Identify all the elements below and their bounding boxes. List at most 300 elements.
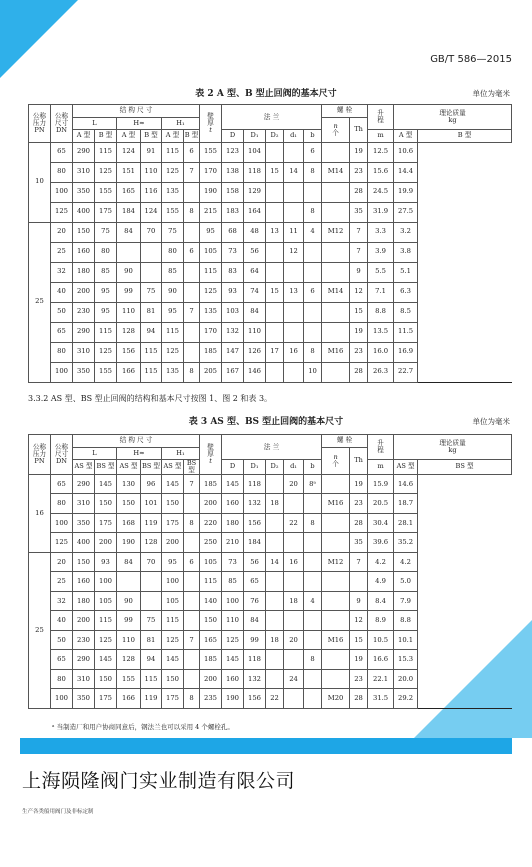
table-cell: 95 bbox=[200, 222, 222, 242]
table-cell: M16 bbox=[322, 494, 350, 514]
table-cell: 156 bbox=[117, 342, 141, 362]
table-cell: 20.5 bbox=[368, 494, 394, 514]
table-cell: 100 bbox=[222, 591, 244, 611]
table-cell: 13 bbox=[266, 222, 284, 242]
table-cell: 200 bbox=[73, 611, 95, 631]
table-cell: 8.9 bbox=[368, 611, 394, 631]
table-cell bbox=[266, 533, 284, 553]
table-cell: 30.4 bbox=[368, 513, 394, 533]
table-cell bbox=[284, 494, 304, 514]
table-cell bbox=[117, 572, 141, 592]
table-cell: 22 bbox=[266, 689, 284, 709]
table-cell: 100 bbox=[95, 572, 117, 592]
L-header: L bbox=[73, 447, 117, 460]
table-cell: 115 bbox=[162, 611, 184, 631]
table-cell: 115 bbox=[200, 572, 222, 592]
table-cell: 125 bbox=[95, 162, 117, 182]
table-cell: 290 bbox=[73, 474, 95, 494]
table-cell bbox=[322, 474, 350, 494]
table-cell bbox=[304, 689, 322, 709]
table-cell: 14.6 bbox=[394, 474, 418, 494]
table-cell: 132 bbox=[244, 669, 266, 689]
table3 bbox=[28, 434, 512, 709]
table-cell: 310 bbox=[73, 494, 95, 514]
table-cell: 105 bbox=[95, 591, 117, 611]
table-cell: 40 bbox=[51, 282, 73, 302]
table-cell: 155 bbox=[200, 142, 222, 162]
table-cell: 200 bbox=[200, 669, 222, 689]
table-cell bbox=[141, 572, 162, 592]
table-cell: 22 bbox=[284, 513, 304, 533]
table-cell: 15.6 bbox=[368, 162, 394, 182]
table-cell: 230 bbox=[73, 630, 95, 650]
type-header: AS 型 bbox=[73, 460, 95, 475]
table-cell: 12.5 bbox=[368, 142, 394, 162]
table-cell: 170 bbox=[200, 162, 222, 182]
table-cell: 14 bbox=[266, 552, 284, 572]
table-cell: 210 bbox=[222, 533, 244, 553]
table-cell: 4 bbox=[304, 591, 322, 611]
type-header: BS 型 bbox=[141, 460, 162, 475]
type-header: BS 型 bbox=[418, 460, 512, 475]
table-cell: 20 bbox=[51, 222, 73, 242]
table-cell: 8ᵃ bbox=[304, 474, 322, 494]
table-cell: 26.3 bbox=[368, 362, 394, 382]
table-cell: 10 bbox=[304, 362, 322, 382]
table-cell: 205 bbox=[200, 362, 222, 382]
table-cell: 48 bbox=[244, 222, 266, 242]
table-cell bbox=[184, 572, 200, 592]
table-cell: 9 bbox=[350, 591, 368, 611]
table-cell bbox=[322, 572, 350, 592]
table-row bbox=[29, 474, 512, 494]
table-cell: 200 bbox=[162, 533, 184, 553]
pn-header: 公称 压力 PN bbox=[29, 105, 51, 143]
table-row bbox=[29, 669, 512, 689]
table-cell: 81 bbox=[141, 630, 162, 650]
table-cell: 180 bbox=[222, 513, 244, 533]
table-cell: 19 bbox=[350, 650, 368, 670]
table-cell: 124 bbox=[141, 202, 162, 222]
table-cell: 23 bbox=[350, 342, 368, 362]
table-cell: 140 bbox=[200, 591, 222, 611]
table2 bbox=[28, 104, 512, 383]
table-cell bbox=[184, 533, 200, 553]
table-cell: 90 bbox=[117, 262, 141, 282]
table-cell: 7 bbox=[350, 222, 368, 242]
table-cell: 168 bbox=[117, 513, 141, 533]
table-cell: 10.5 bbox=[368, 630, 394, 650]
table-cell: 138 bbox=[222, 162, 244, 182]
type-header: A 型 bbox=[162, 130, 184, 143]
table-cell: 7 bbox=[350, 242, 368, 262]
table-cell: 105 bbox=[200, 242, 222, 262]
table-row bbox=[29, 162, 512, 182]
table-cell: 167 bbox=[222, 362, 244, 382]
table-cell: 123 bbox=[222, 142, 244, 162]
table-cell bbox=[266, 362, 284, 382]
table-cell bbox=[184, 222, 200, 242]
table-cell: 16.6 bbox=[368, 650, 394, 670]
table-cell: 8.8 bbox=[394, 611, 418, 631]
table-cell: 150 bbox=[73, 222, 95, 242]
table-cell bbox=[304, 669, 322, 689]
table-cell: 56 bbox=[244, 242, 266, 262]
table-row bbox=[29, 591, 512, 611]
table-cell bbox=[304, 630, 322, 650]
table-cell bbox=[266, 182, 284, 202]
table-cell: 185 bbox=[200, 342, 222, 362]
table-cell: 160 bbox=[73, 572, 95, 592]
table-cell: 100 bbox=[51, 182, 73, 202]
table-cell: 8 bbox=[304, 513, 322, 533]
table-cell: 6 bbox=[304, 282, 322, 302]
table-cell: 8.5 bbox=[394, 302, 418, 322]
flange-header: 法 兰 bbox=[222, 435, 322, 460]
table-cell: 166 bbox=[117, 362, 141, 382]
table-cell: 125 bbox=[162, 162, 184, 182]
table-cell bbox=[184, 494, 200, 514]
type-header: A 型 bbox=[73, 130, 95, 143]
table-cell: M12 bbox=[322, 222, 350, 242]
lift-header: 升 程 bbox=[368, 435, 394, 460]
table-cell bbox=[266, 591, 284, 611]
table-cell: 164 bbox=[244, 202, 266, 222]
H-header: H≈ bbox=[117, 447, 162, 460]
table-cell: 145 bbox=[222, 650, 244, 670]
type-header: BS 型 bbox=[184, 460, 200, 475]
wall-header: 壁 厚 t bbox=[200, 105, 222, 143]
table-cell: 100 bbox=[162, 572, 184, 592]
table-cell: 25 bbox=[51, 242, 73, 262]
table-row bbox=[29, 142, 512, 162]
table-cell bbox=[141, 591, 162, 611]
table-cell: 91 bbox=[141, 142, 162, 162]
table-row bbox=[29, 322, 512, 342]
table-row bbox=[29, 222, 512, 242]
table-cell: 18 bbox=[266, 494, 284, 514]
table-cell bbox=[322, 591, 350, 611]
table-cell: 76 bbox=[244, 591, 266, 611]
table-cell: 29.2 bbox=[394, 689, 418, 709]
table-row bbox=[29, 362, 512, 382]
table-cell: 150 bbox=[95, 494, 117, 514]
table-cell bbox=[322, 533, 350, 553]
table-cell: 190 bbox=[200, 182, 222, 202]
table-row bbox=[29, 282, 512, 302]
table-cell: 65 bbox=[51, 142, 73, 162]
table-cell bbox=[350, 572, 368, 592]
table-cell: M14 bbox=[322, 282, 350, 302]
table-cell: 19.9 bbox=[394, 182, 418, 202]
table-cell: 28 bbox=[350, 689, 368, 709]
table-cell: 85 bbox=[162, 262, 184, 282]
table-cell: 70 bbox=[141, 222, 162, 242]
table-row bbox=[29, 182, 512, 202]
table-cell: 75 bbox=[162, 222, 184, 242]
table-cell: 101 bbox=[141, 494, 162, 514]
flange-sub-header: d₁ bbox=[284, 130, 304, 143]
table-cell: 31.5 bbox=[368, 689, 394, 709]
table-cell: 130 bbox=[117, 474, 141, 494]
table-cell: 220 bbox=[200, 513, 222, 533]
table-cell bbox=[284, 611, 304, 631]
table-cell: 132 bbox=[244, 494, 266, 514]
table-cell bbox=[304, 182, 322, 202]
table-cell bbox=[284, 182, 304, 202]
table-cell: 50 bbox=[51, 630, 73, 650]
table-cell bbox=[117, 242, 141, 262]
table-cell: 81 bbox=[141, 302, 162, 322]
table3-caption: 表 3 AS 型、BS 型止回阀的基本尺寸 bbox=[188, 417, 344, 427]
table-cell: 290 bbox=[73, 650, 95, 670]
table-cell: 151 bbox=[117, 162, 141, 182]
table-cell: 128 bbox=[141, 533, 162, 553]
table-row bbox=[29, 689, 512, 709]
table-cell: 105 bbox=[200, 552, 222, 572]
type-header: BS 型 bbox=[95, 460, 117, 475]
table-cell: 8 bbox=[184, 202, 200, 222]
table-cell: 23 bbox=[350, 494, 368, 514]
table-cell: 65 bbox=[51, 650, 73, 670]
table-cell: 50 bbox=[51, 302, 73, 322]
table-cell: 95 bbox=[95, 282, 117, 302]
table-cell: 8 bbox=[184, 689, 200, 709]
table-cell: 110 bbox=[117, 302, 141, 322]
table-cell: M16 bbox=[322, 342, 350, 362]
table-cell: 15 bbox=[266, 162, 284, 182]
table-cell: 115 bbox=[141, 362, 162, 382]
table-cell: 180 bbox=[73, 591, 95, 611]
table-cell: 28.1 bbox=[394, 513, 418, 533]
table-cell: 125 bbox=[222, 630, 244, 650]
table-row bbox=[29, 611, 512, 631]
type-header: AS 型 bbox=[117, 460, 141, 475]
table-cell: 28 bbox=[350, 182, 368, 202]
table-cell: 145 bbox=[95, 474, 117, 494]
type-header: B 型 bbox=[95, 130, 117, 143]
table-cell: 35 bbox=[350, 202, 368, 222]
table-cell: 8 bbox=[304, 342, 322, 362]
table-cell: 28 bbox=[350, 513, 368, 533]
table-cell: 125 bbox=[95, 630, 117, 650]
table-cell: 183 bbox=[222, 202, 244, 222]
H-header: H≈ bbox=[117, 117, 162, 130]
table-cell bbox=[304, 572, 322, 592]
table-cell: 99 bbox=[244, 630, 266, 650]
table-cell: 175 bbox=[95, 513, 117, 533]
table-cell: 7.9 bbox=[394, 591, 418, 611]
table-cell: 290 bbox=[73, 322, 95, 342]
table-cell: 155 bbox=[95, 182, 117, 202]
flange-sub-header: D₁ bbox=[244, 130, 266, 143]
table-cell: 100 bbox=[51, 362, 73, 382]
table-cell bbox=[322, 669, 350, 689]
table-cell: 250 bbox=[200, 533, 222, 553]
table-cell: 65 bbox=[51, 474, 73, 494]
table-cell: 24 bbox=[284, 669, 304, 689]
table-cell bbox=[284, 302, 304, 322]
table-row bbox=[29, 572, 512, 592]
table-cell: 3.9 bbox=[368, 242, 394, 262]
table-cell: 22.7 bbox=[394, 362, 418, 382]
table-cell bbox=[322, 362, 350, 382]
table-cell: 85 bbox=[95, 262, 117, 282]
company-name: 上海陨隆阀门实业制造有限公司 bbox=[22, 770, 296, 792]
table-cell: 11.5 bbox=[394, 322, 418, 342]
table-cell: 350 bbox=[73, 362, 95, 382]
table-cell: 18.7 bbox=[394, 494, 418, 514]
table-cell: 310 bbox=[73, 669, 95, 689]
table-cell: 96 bbox=[141, 474, 162, 494]
table-cell: 90 bbox=[117, 591, 141, 611]
table-cell: 18 bbox=[284, 591, 304, 611]
table-cell: 145 bbox=[222, 474, 244, 494]
table-cell bbox=[284, 202, 304, 222]
table-cell: 185 bbox=[200, 650, 222, 670]
table-cell: 160 bbox=[222, 494, 244, 514]
table-cell: 20 bbox=[284, 630, 304, 650]
table-cell: 125 bbox=[162, 342, 184, 362]
table-cell: 125 bbox=[51, 533, 73, 553]
table-cell: 6 bbox=[184, 552, 200, 572]
table-cell: 175 bbox=[95, 689, 117, 709]
table-cell bbox=[141, 242, 162, 262]
table-cell: 15.9 bbox=[368, 474, 394, 494]
flange-sub-header: b bbox=[304, 130, 322, 143]
table-cell: 16 bbox=[284, 552, 304, 572]
table-cell: 4 bbox=[304, 222, 322, 242]
table-cell: 118 bbox=[244, 162, 266, 182]
table-cell: 75 bbox=[95, 222, 117, 242]
table-cell bbox=[184, 342, 200, 362]
table-row bbox=[29, 650, 512, 670]
pn-header: 公称 压力 PN bbox=[29, 435, 51, 475]
table-cell: 19 bbox=[350, 474, 368, 494]
table-cell: 115 bbox=[162, 322, 184, 342]
table-cell bbox=[284, 322, 304, 342]
flange-sub-header: b bbox=[304, 460, 322, 475]
table-cell: 7 bbox=[350, 552, 368, 572]
table-cell: 15 bbox=[350, 630, 368, 650]
table-cell: 310 bbox=[73, 162, 95, 182]
table-cell: 83 bbox=[222, 262, 244, 282]
table-cell: 14 bbox=[284, 162, 304, 182]
table-cell: 8 bbox=[304, 162, 322, 182]
table-cell: 190 bbox=[117, 533, 141, 553]
table-cell: 165 bbox=[117, 182, 141, 202]
table-cell: 125 bbox=[51, 202, 73, 222]
table-cell: 80 bbox=[95, 242, 117, 262]
table-cell: 32 bbox=[51, 591, 73, 611]
table-cell: 175 bbox=[162, 513, 184, 533]
dn-header: 公称 尺寸 DN bbox=[51, 105, 73, 143]
flange-sub-header: D₂ bbox=[266, 130, 284, 143]
section-text: 3.3.2 AS 型、BS 型止回阀的结构和基本尺寸按图 1、图 2 和表 3。 bbox=[28, 394, 273, 403]
table-cell: 170 bbox=[200, 322, 222, 342]
table-cell: 70 bbox=[141, 552, 162, 572]
table-cell: 400 bbox=[73, 533, 95, 553]
table-cell: 68 bbox=[222, 222, 244, 242]
table-cell: 115 bbox=[95, 142, 117, 162]
flange-sub-header: D₂ bbox=[266, 460, 284, 475]
table-cell: 8.4 bbox=[368, 591, 394, 611]
table-cell: 95 bbox=[162, 302, 184, 322]
table-cell bbox=[304, 322, 322, 342]
table-cell: 7 bbox=[184, 162, 200, 182]
table-cell: 40 bbox=[51, 611, 73, 631]
table-cell bbox=[266, 202, 284, 222]
table-cell bbox=[304, 242, 322, 262]
table-cell: 150 bbox=[162, 669, 184, 689]
table-cell: 75 bbox=[141, 611, 162, 631]
table-cell: 39.6 bbox=[368, 533, 394, 553]
table-row bbox=[29, 533, 512, 553]
table-cell: 3.8 bbox=[394, 242, 418, 262]
table-cell: 93 bbox=[222, 282, 244, 302]
table-cell: 93 bbox=[95, 552, 117, 572]
bolt-header: 螺 栓 bbox=[322, 105, 368, 118]
table-cell: 165 bbox=[200, 630, 222, 650]
table-cell bbox=[304, 533, 322, 553]
table-cell: 290 bbox=[73, 142, 95, 162]
table-cell bbox=[304, 302, 322, 322]
table-cell: 85 bbox=[222, 572, 244, 592]
table-row bbox=[29, 342, 512, 362]
table-cell: 73 bbox=[222, 242, 244, 262]
pn-cell: 16 bbox=[29, 474, 51, 552]
table-cell: 6 bbox=[304, 142, 322, 162]
table-cell: 7.1 bbox=[368, 282, 394, 302]
table-cell: 75 bbox=[141, 282, 162, 302]
H1-header: H₁ bbox=[162, 117, 200, 130]
table-cell: 5.5 bbox=[368, 262, 394, 282]
company-slogan: 生产各类船用阀门及非标定制 bbox=[22, 809, 94, 815]
table-cell: 132 bbox=[222, 322, 244, 342]
table-cell: 27.5 bbox=[394, 202, 418, 222]
table-cell bbox=[304, 611, 322, 631]
table-cell: 119 bbox=[141, 513, 162, 533]
table-cell: 150 bbox=[95, 669, 117, 689]
table-cell bbox=[266, 474, 284, 494]
th-header: Th bbox=[350, 447, 368, 474]
table-cell: 15.3 bbox=[394, 650, 418, 670]
bolt-header: 螺 栓 bbox=[322, 435, 368, 448]
table-cell: 118 bbox=[244, 650, 266, 670]
table-cell: 10.6 bbox=[394, 142, 418, 162]
table-cell: 22.1 bbox=[368, 669, 394, 689]
table-cell bbox=[322, 322, 350, 342]
flange-sub-header: D₁ bbox=[244, 460, 266, 475]
table-cell: 80 bbox=[162, 242, 184, 262]
table-cell: 128 bbox=[117, 322, 141, 342]
table-cell: 230 bbox=[73, 302, 95, 322]
table-cell bbox=[266, 572, 284, 592]
table-cell bbox=[266, 650, 284, 670]
table-cell: 190 bbox=[222, 689, 244, 709]
table-cell bbox=[184, 322, 200, 342]
table-cell: 119 bbox=[141, 689, 162, 709]
table-cell: 23 bbox=[350, 669, 368, 689]
table-cell: 156 bbox=[244, 513, 266, 533]
table-cell: 16.0 bbox=[368, 342, 394, 362]
table-cell: 160 bbox=[73, 242, 95, 262]
L-header: L bbox=[73, 117, 117, 130]
table-cell: 84 bbox=[117, 552, 141, 572]
table-cell: M14 bbox=[322, 162, 350, 182]
table-cell bbox=[284, 572, 304, 592]
flange-sub-header: D bbox=[222, 130, 244, 143]
